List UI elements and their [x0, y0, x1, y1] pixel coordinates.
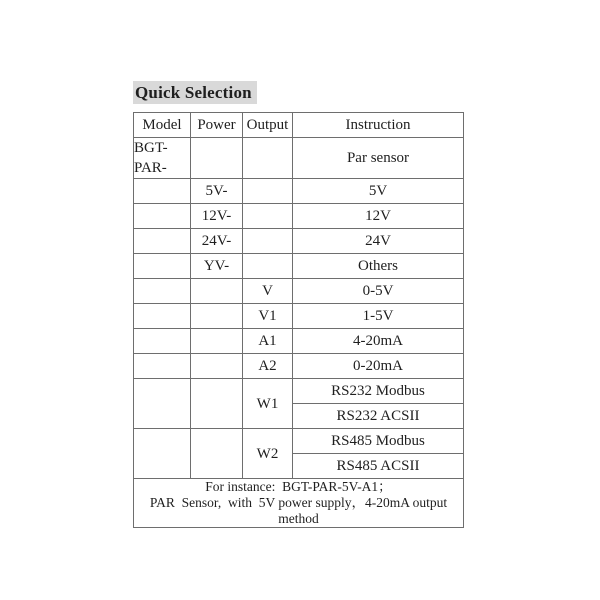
empty-cell — [134, 329, 191, 354]
output-row — [134, 329, 464, 354]
empty-cell — [134, 379, 191, 429]
cell-instruction-5v: 5V — [293, 179, 464, 204]
header-row — [134, 113, 464, 138]
example-note-line2: PAR Sensor, with 5V power supply，4-20mA output method — [149, 495, 451, 526]
cell-output-w1: W1 — [243, 379, 293, 429]
cell-power-5v: 5V- — [191, 179, 243, 204]
cell-power-yv: YV- — [191, 254, 243, 279]
model-prefix-line1: BGT- — [134, 140, 168, 156]
empty-cell — [191, 329, 243, 354]
empty-cell — [243, 204, 293, 229]
cell-instruction-rs485-acsii: RS485 ACSII — [293, 454, 464, 479]
header-power: Power — [191, 113, 243, 138]
cell-instruction-rs232-acsii: RS232 ACSII — [293, 404, 464, 429]
cell-instruction-0-5v: 0-5V — [293, 279, 464, 304]
output-row — [134, 354, 464, 379]
cell-instruction-rs232-modbus: RS232 Modbus — [293, 379, 464, 404]
empty-cell — [134, 179, 191, 204]
cell-output-v: V — [243, 279, 293, 304]
empty-cell — [134, 279, 191, 304]
empty-cell — [191, 354, 243, 379]
empty-cell — [134, 229, 191, 254]
header-instruction: Instruction — [293, 113, 464, 138]
power-row — [134, 229, 464, 254]
cell-instruction-rs485-modbus: RS485 Modbus — [293, 429, 464, 454]
serial-row-w2 — [134, 429, 464, 454]
empty-cell — [134, 354, 191, 379]
cell-instruction-0-20ma: 0-20mA — [293, 354, 464, 379]
output-row — [134, 304, 464, 329]
cell-power-24v: 24V- — [191, 229, 243, 254]
empty-cell — [191, 379, 243, 429]
example-note-line1: For instance: BGT-PAR-5V-A1； — [205, 479, 392, 494]
cell-model-prefix — [134, 138, 191, 179]
empty-cell — [134, 204, 191, 229]
empty-cell — [243, 254, 293, 279]
cell-instruction-24v: 24V — [293, 229, 464, 254]
empty-cell — [191, 304, 243, 329]
page-title: Quick Selection — [133, 81, 257, 104]
cell-instruction-others: Others — [293, 254, 464, 279]
cell-power-12v: 12V- — [191, 204, 243, 229]
footer-row — [134, 479, 464, 528]
example-note-cell — [134, 479, 464, 528]
power-row — [134, 204, 464, 229]
power-row — [134, 179, 464, 204]
cell-output-v1: V1 — [243, 304, 293, 329]
serial-row-w1 — [134, 379, 464, 404]
empty-cell — [191, 279, 243, 304]
empty-cell — [191, 429, 243, 479]
quick-selection-table — [133, 112, 464, 528]
empty-cell — [191, 138, 243, 179]
cell-instruction-12v: 12V — [293, 204, 464, 229]
power-row — [134, 254, 464, 279]
header-model: Model — [134, 113, 191, 138]
empty-cell — [243, 229, 293, 254]
empty-cell — [134, 304, 191, 329]
cell-output-a2: A2 — [243, 354, 293, 379]
cell-instruction-1-5v: 1-5V — [293, 304, 464, 329]
empty-cell — [134, 254, 191, 279]
empty-cell — [243, 138, 293, 179]
model-row — [134, 138, 464, 179]
output-row — [134, 279, 464, 304]
empty-cell — [243, 179, 293, 204]
header-output: Output — [243, 113, 293, 138]
cell-output-w2: W2 — [243, 429, 293, 479]
cell-instruction-4-20ma: 4-20mA — [293, 329, 464, 354]
empty-cell — [134, 429, 191, 479]
cell-output-a1: A1 — [243, 329, 293, 354]
cell-instruction-par-sensor: Par sensor — [293, 138, 464, 179]
model-prefix-line2: PAR- — [134, 160, 167, 176]
